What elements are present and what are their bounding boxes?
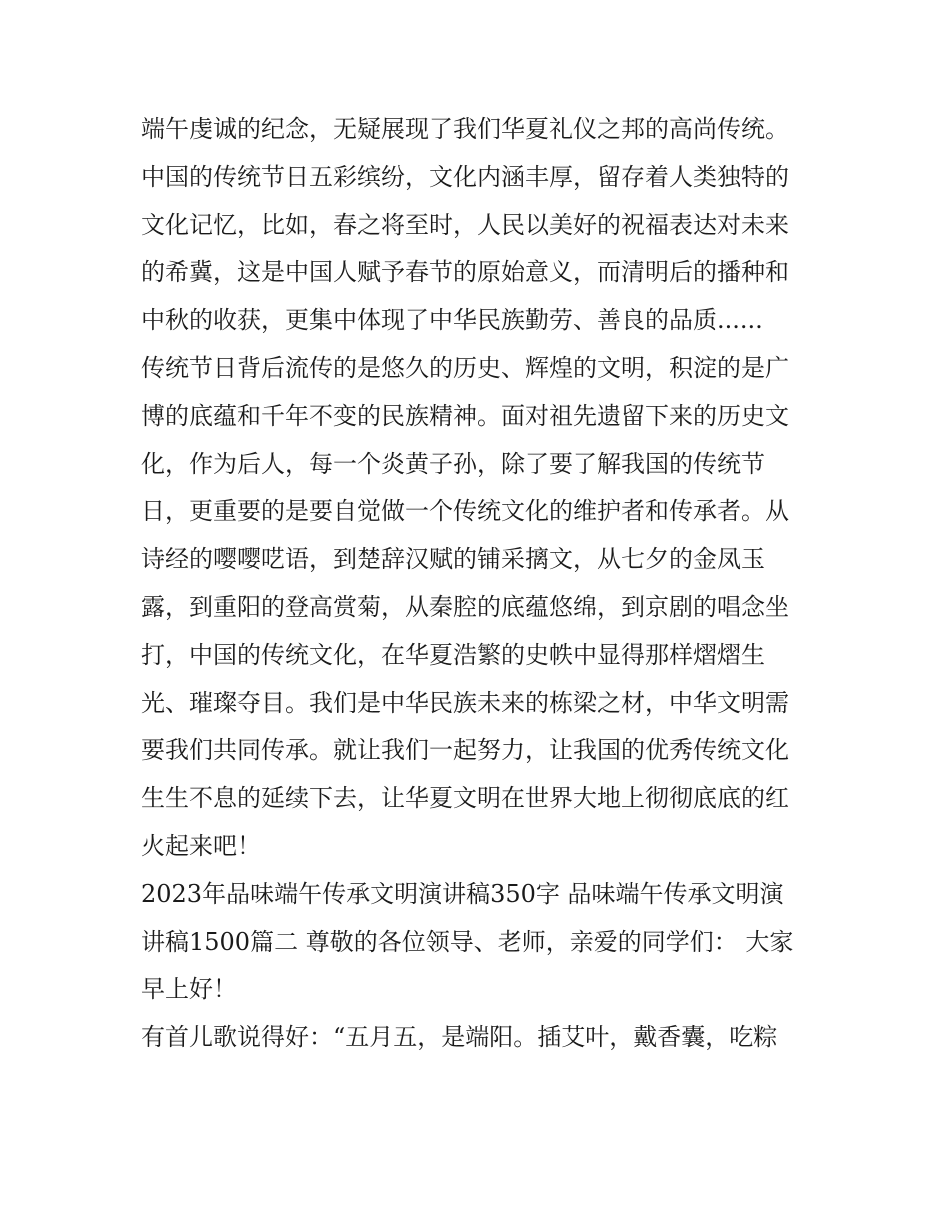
- text-line: 化，作为后人，每一个炎黄子孙，除了要了解我国的传统节: [141, 449, 765, 478]
- document-body: [141, 106, 821, 1062]
- text-line: 生生不息的延续下去，让华夏文明在世界大地上彻彻底底的红: [141, 784, 789, 813]
- text-line: 的希冀，这是中国人赋予春节的原始意义，而清明后的播种和: [141, 258, 789, 287]
- text-line: 早上好！: [141, 975, 237, 1004]
- text-line: 露，到重阳的登高赏菊，从秦腔的底蕴悠绵，到京剧的唱念坐: [141, 592, 789, 621]
- text-line: 光、璀璨夺目。我们是中华民族未来的栋梁之材，中华文明需: [141, 688, 789, 717]
- text-line: 诗经的嘤嘤呓语，到楚辞汉赋的铺采摛文，从七夕的金凤玉: [141, 545, 765, 574]
- text-line: 打，中国的传统文化，在华夏浩繁的史帙中显得那样熠熠生: [141, 640, 765, 669]
- text-line: 端午虔诚的纪念，无疑展现了我们华夏礼仪之邦的高尚传统。: [141, 115, 789, 143]
- heading-line: 2023年品味端午传承文明演讲稿350字 品味端午传承文明演: [141, 879, 784, 908]
- text-line: 博的底蕴和千年不变的民族精神。面对祖先遗留下来的历史文: [141, 401, 789, 430]
- text-line: 要我们共同传承。就让我们一起努力，让我国的优秀传统文化: [141, 736, 789, 765]
- heading-line: 讲稿1500篇二 尊敬的各位领导、老师，亲爱的同学们： 大家: [141, 927, 794, 956]
- text-line: 有首儿歌说得好：“五月五，是端阳。插艾叶，戴香囊，吃粽: [141, 1023, 778, 1052]
- text-line: 中国的传统节日五彩缤纷，文化内涵丰厚，留存着人类独特的: [141, 162, 789, 191]
- text-line: 火起来吧！: [141, 831, 261, 860]
- text-line: 文化记忆，比如，春之将至时，人民以美好的祝福表达对未来: [141, 210, 789, 239]
- text-line: 传统节日背后流传的是悠久的历史、辉煌的文明，积淀的是广: [141, 353, 789, 382]
- text-line: 日，更重要的是要自觉做一个传统文化的维护者和传承者。从: [141, 497, 789, 526]
- text-line: 中秋的收获，更集中体现了中华民族勤劳、善良的品质......: [141, 306, 763, 335]
